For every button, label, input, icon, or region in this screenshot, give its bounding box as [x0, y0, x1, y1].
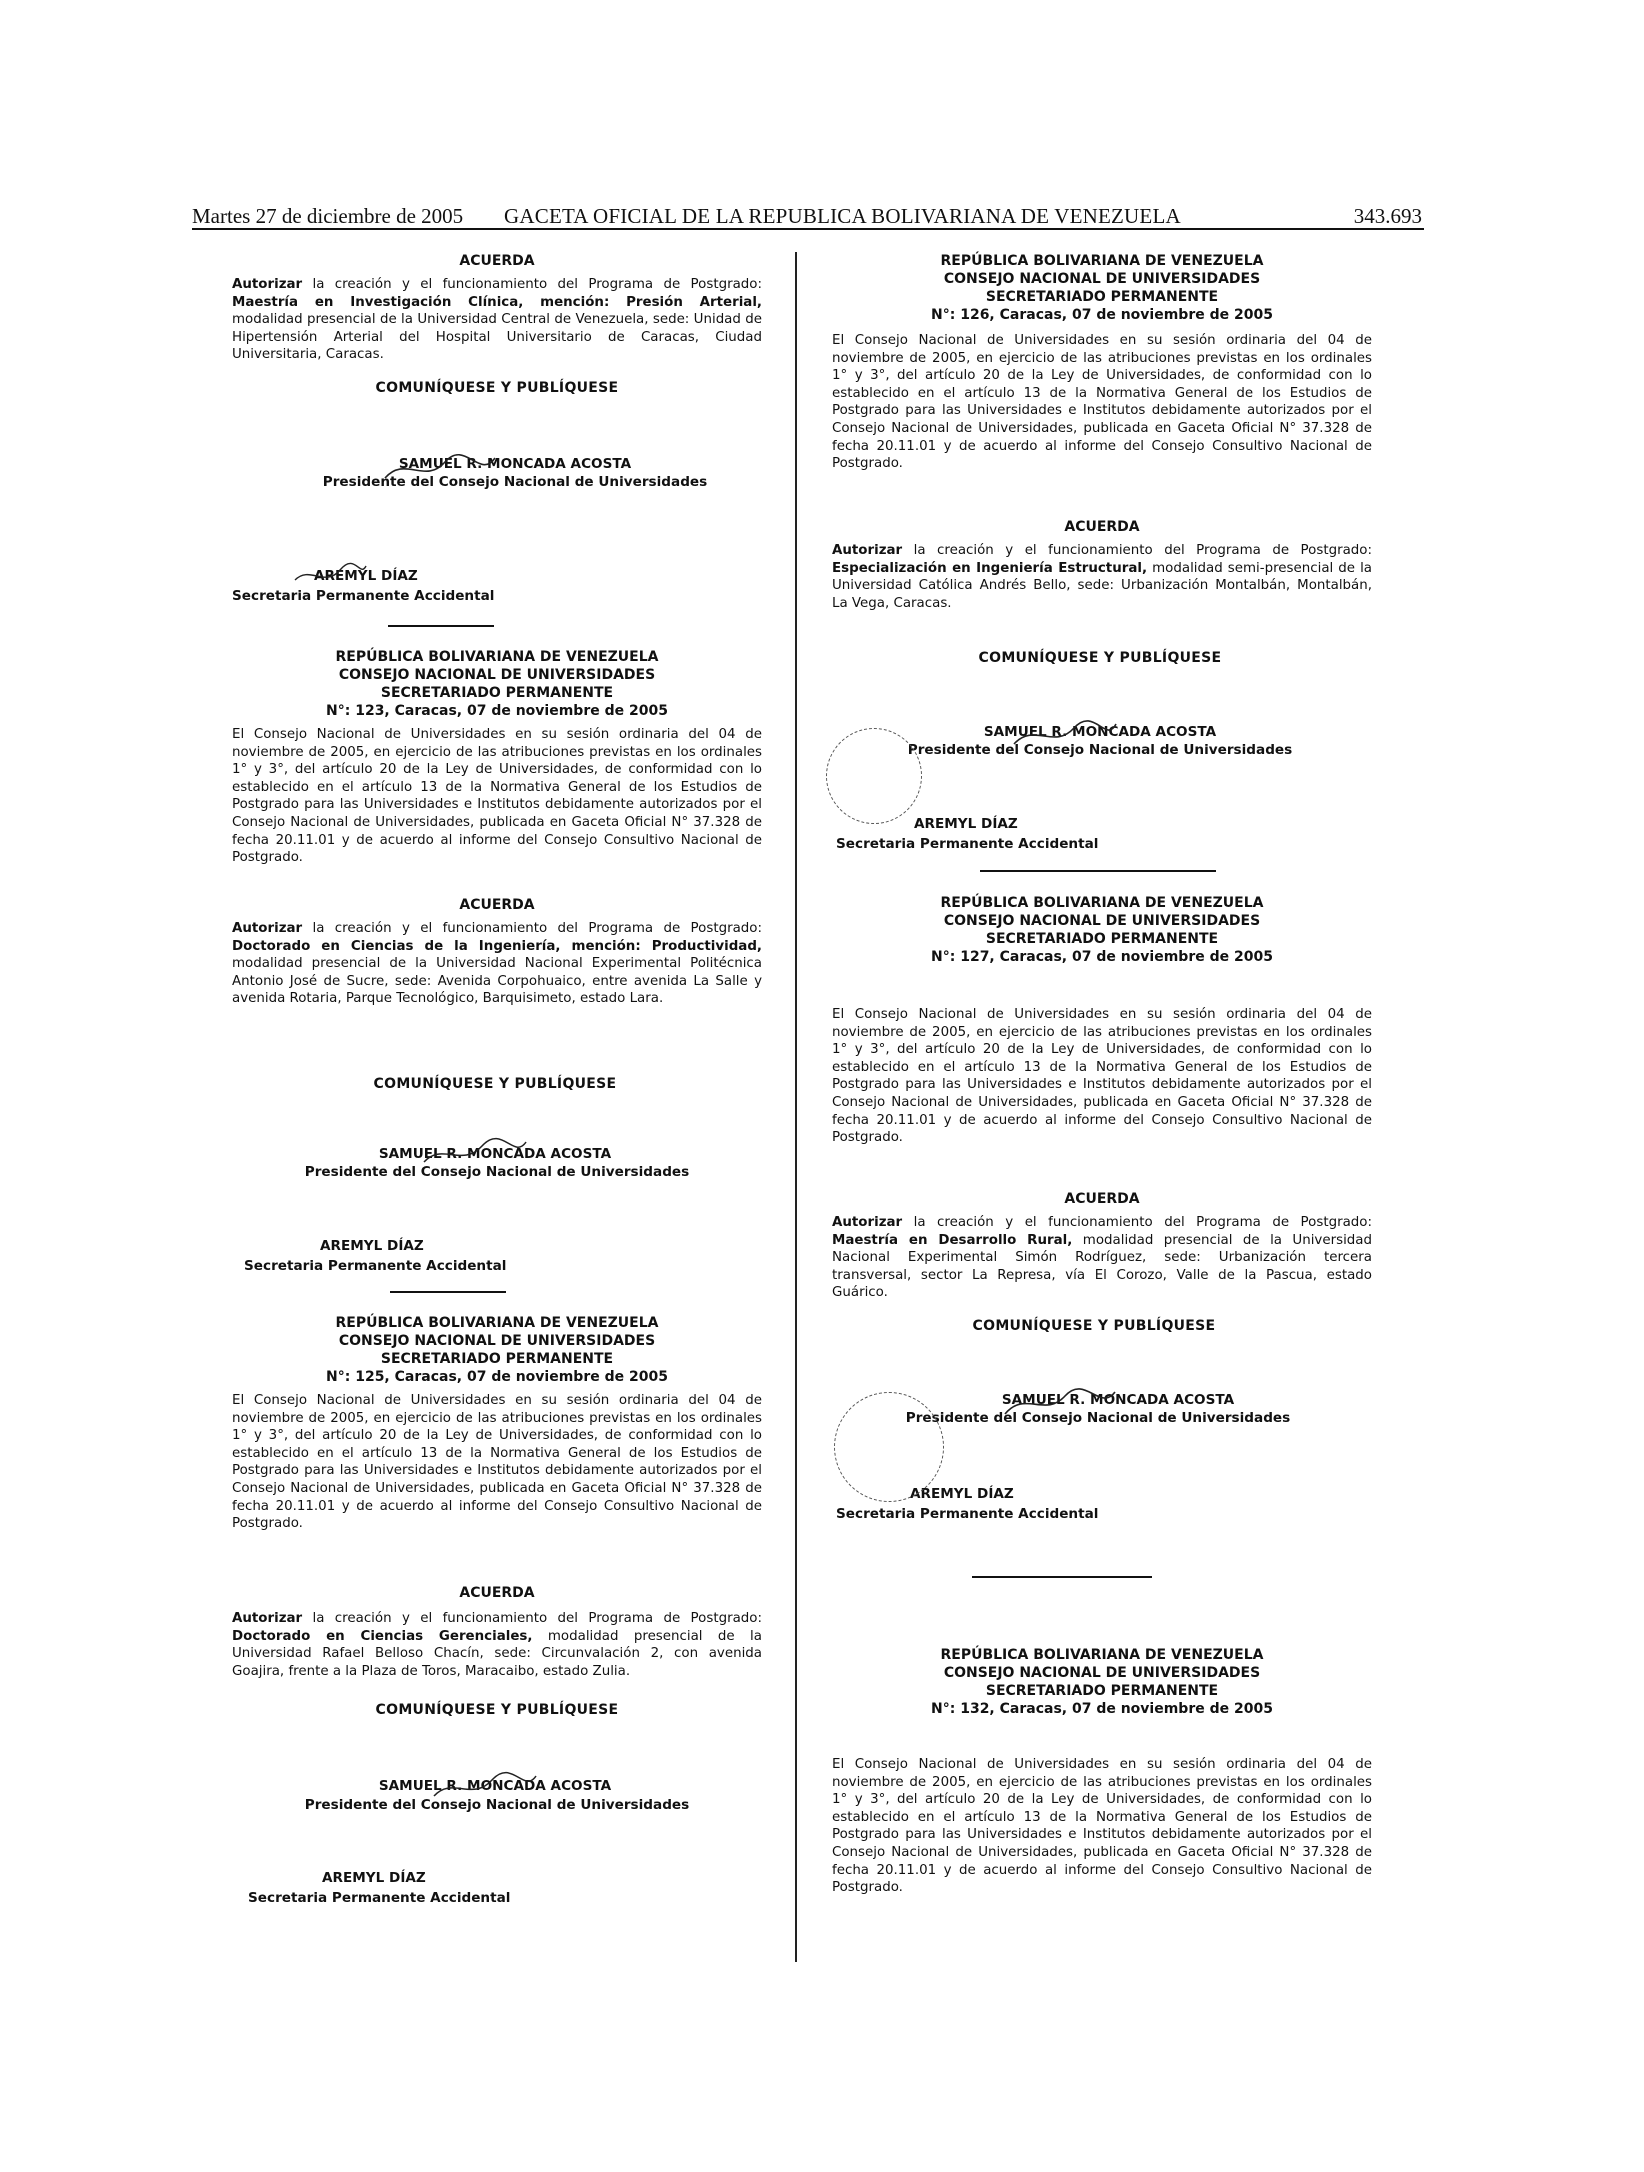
secretary-role: Secretaria Permanente Accidental — [232, 588, 495, 604]
council-heading: CONSEJO NACIONAL DE UNIVERSIDADES — [338, 1333, 656, 1349]
secretariat-heading: SECRETARIADO PERMANENTE — [985, 289, 1219, 305]
secretariat-heading: SECRETARIADO PERMANENTE — [380, 685, 614, 701]
resolution-number: N°: 127, Caracas, 07 de noviembre de 2005 — [931, 949, 1273, 965]
signature-mark — [1010, 718, 1120, 754]
republic-heading: REPÚBLICA BOLIVARIANA DE VENEZUELA — [940, 895, 1264, 911]
president-name: SAMUEL R. MONCADA ACOSTA — [378, 1778, 612, 1794]
acuerda-heading: ACUERDA — [1064, 1191, 1140, 1207]
whereas-paragraph: El Consejo Nacional de Universidades en su sesión ordinaria del 04 de noviembre de 2005, en ejercicio de las atribuciones previstas en los ordinales 1° y 3°, del artículo 20 de la Ley de Universidades, de conformidad con lo establecido en el artículo 13 de la Normativa General de los Estudios de Postgrado para las Universidades e Institutos debidamente autorizados por el Consejo Nacional de Universidades, publicada en Gaceta Oficial N° 37.328 de fecha 20.11.01 y de acuerdo al informe del Consejo Consultivo Nacional de Postgrado. — [832, 333, 1372, 472]
secretary-role: Secretaria Permanente Accidental — [248, 1890, 511, 1906]
resolution-number: N°: 126, Caracas, 07 de noviembre de 2005 — [931, 307, 1273, 323]
program-details: modalidad presencial de la Universidad Nacional Experimental Politécnica Antonio José de Sucre, sede: Avenida Corpohuaico, entre avenida La Salle y avenida Rotaria, Parque Tecnológico, Barquisimeto, estado Lara. — [232, 956, 762, 1007]
republic-heading: REPÚBLICA BOLIVARIANA DE VENEZUELA — [335, 1315, 659, 1331]
program-intro: la creación y el funcionamiento del Programa de Postgrado: — [302, 1611, 762, 1626]
signature-mark — [1000, 1384, 1120, 1424]
comuniquese-line: COMUNÍQUESE Y PUBLÍQUESE — [375, 380, 619, 396]
acuerda-heading: ACUERDA — [459, 897, 535, 913]
whereas-paragraph: El Consejo Nacional de Universidades en su sesión ordinaria del 04 de noviembre de 2005, en ejercicio de las atribuciones previstas en los ordinales 1° y 3°, del artículo 20 de la Ley de Universidades, de conformidad con lo establecido en el artículo 13 de la Normativa General de los Estudios de Postgrado para las Universidades e Institutos debidamente autorizados por el Consejo Nacional de Universidades, publicada en Gaceta Oficial N° 37.328 de fecha 20.11.01 y de acuerdo al informe del Consejo Consultivo Nacional de Postgrado. — [232, 727, 762, 866]
program-intro: la creación y el funcionamiento del Programa de Postgrado: — [302, 921, 762, 936]
acuerda-heading: ACUERDA — [459, 1585, 535, 1601]
page-number: 343.693 — [1353, 204, 1422, 228]
program-intro: la creación y el funcionamiento del Programa de Postgrado: — [902, 1215, 1372, 1230]
republic-heading: REPÚBLICA BOLIVARIANA DE VENEZUELA — [940, 253, 1264, 269]
republic-heading: REPÚBLICA BOLIVARIANA DE VENEZUELA — [335, 649, 659, 665]
resolution-body — [832, 1214, 1372, 1302]
signature-mark — [420, 1136, 530, 1172]
comuniquese-line: COMUNÍQUESE Y PUBLÍQUESE — [972, 1318, 1216, 1334]
authorize-lead: Autorizar — [832, 543, 903, 558]
official-seal-stamp — [834, 1392, 944, 1502]
signature-mark — [430, 1770, 540, 1806]
column-divider — [795, 252, 797, 1962]
program-details: modalidad presencial de la Universidad Rafael Belloso Chacín, sede: Circunvalación 2, con avenida Goajira, frente a la Plaza de Toros, Maracaibo, estado Zulia. — [232, 1628, 762, 1679]
resolution-body — [232, 920, 762, 1008]
secretary-role: Secretaria Permanente Accidental — [244, 1258, 507, 1274]
authorize-lead: Autorizar — [232, 277, 303, 292]
program-name: Doctorado en Ciencias de la Ingeniería, mención: Productividad, — [232, 938, 762, 954]
secretariat-heading: SECRETARIADO PERMANENTE — [985, 931, 1219, 947]
program-name: Maestría en Desarrollo Rural, — [832, 1232, 1073, 1248]
secretary-name: AREMYL DÍAZ — [914, 816, 1018, 832]
signature-mark — [380, 450, 500, 490]
authorize-lead: Autorizar — [832, 1215, 903, 1230]
council-heading: CONSEJO NACIONAL DE UNIVERSIDADES — [943, 913, 1261, 929]
official-seal-stamp — [826, 728, 922, 824]
president-name: SAMUEL R. MONCADA ACOSTA — [398, 456, 632, 472]
whereas-paragraph: El Consejo Nacional de Universidades en su sesión ordinaria del 04 de noviembre de 2005, en ejercicio de las atribuciones previstas en los ordinales 1° y 3°, del artículo 20 de la Ley de Universidades, de conformidad con lo establecido en el artículo 13 de la Normativa General de los Estudios de Postgrado para las Universidades e Institutos debidamente autorizados por el Consejo Nacional de Universidades, publicada en Gaceta Oficial N° 37.328 de fecha 20.11.01 y de acuerdo al informe del Consejo Consultivo Nacional de Postgrado. — [832, 1007, 1372, 1146]
secretary-role: Secretaria Permanente Accidental — [836, 1506, 1099, 1522]
program-details: modalidad semi-presencial de la Universidad Católica Andrés Bello, sede: Urbanización Montalbán, Montalbán, La Vega, Caracas. — [832, 560, 1373, 611]
authorize-lead: Autorizar — [232, 1611, 303, 1626]
whereas-paragraph: El Consejo Nacional de Universidades en su sesión ordinaria del 04 de noviembre de 2005, en ejercicio de las atribuciones previstas en los ordinales 1° y 3°, del artículo 20 de la Ley de Universidades, de conformidad con lo establecido en el artículo 13 de la Normativa General de los Estudios de Postgrado para las Universidades e Institutos debidamente autorizados por el Consejo Nacional de Universidades, publicada en Gaceta Oficial N° 37.328 de fecha 20.11.01 y de acuerdo al informe del Consejo Consultivo Nacional de Postgrado. — [232, 1393, 762, 1532]
acuerda-heading: ACUERDA — [459, 253, 535, 269]
president-role: Presidente del Consejo Nacional de Universidades — [304, 1164, 690, 1180]
president-role: Presidente del Consejo Nacional de Universidades — [322, 474, 708, 490]
header-date: Martes 27 de diciembre de 2005 — [192, 204, 464, 228]
header-rule — [192, 228, 1424, 230]
program-intro: la creación y el funcionamiento del Programa de Postgrado: — [902, 543, 1372, 558]
header-title: GACETA OFICIAL DE LA REPUBLICA BOLIVARIANA DE VENEZUELA — [504, 204, 1181, 228]
program-name: Maestría en Investigación Clínica, mención: Presión Arterial, — [232, 294, 762, 310]
council-heading: CONSEJO NACIONAL DE UNIVERSIDADES — [943, 1665, 1261, 1681]
resolution-body — [232, 276, 762, 364]
comuniquese-line: COMUNÍQUESE Y PUBLÍQUESE — [373, 1076, 617, 1092]
resolution-body — [232, 1610, 762, 1680]
president-name: SAMUEL R. MONCADA ACOSTA — [378, 1146, 612, 1162]
resolution-number: N°: 132, Caracas, 07 de noviembre de 2005 — [931, 1701, 1273, 1717]
council-heading: CONSEJO NACIONAL DE UNIVERSIDADES — [943, 271, 1261, 287]
program-intro: la creación y el funcionamiento del Programa de Postgrado: — [302, 277, 762, 292]
resolution-number: N°: 125, Caracas, 07 de noviembre de 2005 — [326, 1369, 668, 1385]
section-rule — [388, 625, 494, 627]
section-rule — [980, 870, 1216, 872]
resolution-number: N°: 123, Caracas, 07 de noviembre de 2005 — [326, 703, 668, 719]
comuniquese-line: COMUNÍQUESE Y PUBLÍQUESE — [375, 1702, 619, 1718]
president-role: Presidente del Consejo Nacional de Universidades — [907, 742, 1293, 758]
section-rule — [390, 1291, 506, 1293]
secretary-name: AREMYL DÍAZ — [910, 1486, 1014, 1502]
republic-heading: REPÚBLICA BOLIVARIANA DE VENEZUELA — [940, 1647, 1264, 1663]
program-details: modalidad presencial de la Universidad Nacional Experimental Simón Rodríguez, sede: Urbanización tercera transversal, sector La Represa, vía El Corozo, Valle de la Pascua, estado Guárico. — [832, 1232, 1373, 1301]
council-heading: CONSEJO NACIONAL DE UNIVERSIDADES — [338, 667, 656, 683]
program-name: Doctorado en Ciencias Gerenciales, — [232, 1628, 533, 1644]
program-details: modalidad presencial de la Universidad Central de Venezuela, sede: Unidad de Hipertensión Arterial del Hospital Universitario de Caracas, Ciudad Universitaria, Caracas. — [232, 312, 762, 363]
secretariat-heading: SECRETARIADO PERMANENTE — [380, 1351, 614, 1367]
acuerda-heading: ACUERDA — [1064, 519, 1140, 535]
president-role: Presidente del Consejo Nacional de Universidades — [304, 1797, 690, 1813]
secretariat-heading: SECRETARIADO PERMANENTE — [985, 1683, 1219, 1699]
resolution-body — [832, 542, 1372, 612]
secretary-role: Secretaria Permanente Accidental — [836, 836, 1099, 852]
whereas-paragraph: El Consejo Nacional de Universidades en su sesión ordinaria del 04 de noviembre de 2005, en ejercicio de las atribuciones previstas en los ordinales 1° y 3°, del artículo 20 de la Ley de Universidades, de conformidad con lo establecido en el artículo 13 de la Normativa General de los Estudios de Postgrado para las Universidades e Institutos debidamente autorizados por el Consejo Nacional de Universidades, publicada en Gaceta Oficial N° 37.328 de fecha 20.11.01 y de acuerdo al informe del Consejo Consultivo Nacional de Postgrado. — [832, 1757, 1372, 1896]
president-name: SAMUEL R. MONCADA ACOSTA — [1001, 1392, 1235, 1408]
president-name: SAMUEL R. MONCADA ACOSTA — [983, 724, 1217, 740]
president-role: Presidente del Consejo Nacional de Universidades — [905, 1410, 1291, 1426]
section-rule — [972, 1576, 1152, 1578]
authorize-lead: Autorizar — [232, 921, 303, 936]
secretary-name: AREMYL DÍAZ — [322, 1870, 426, 1886]
secretary-name: AREMYL DÍAZ — [320, 1238, 424, 1254]
signature-mark — [290, 560, 370, 590]
secretary-name: AREMYL DÍAZ — [314, 568, 418, 584]
comuniquese-line: COMUNÍQUESE Y PUBLÍQUESE — [978, 650, 1222, 666]
program-name: Especialización en Ingeniería Estructural, — [832, 560, 1148, 576]
